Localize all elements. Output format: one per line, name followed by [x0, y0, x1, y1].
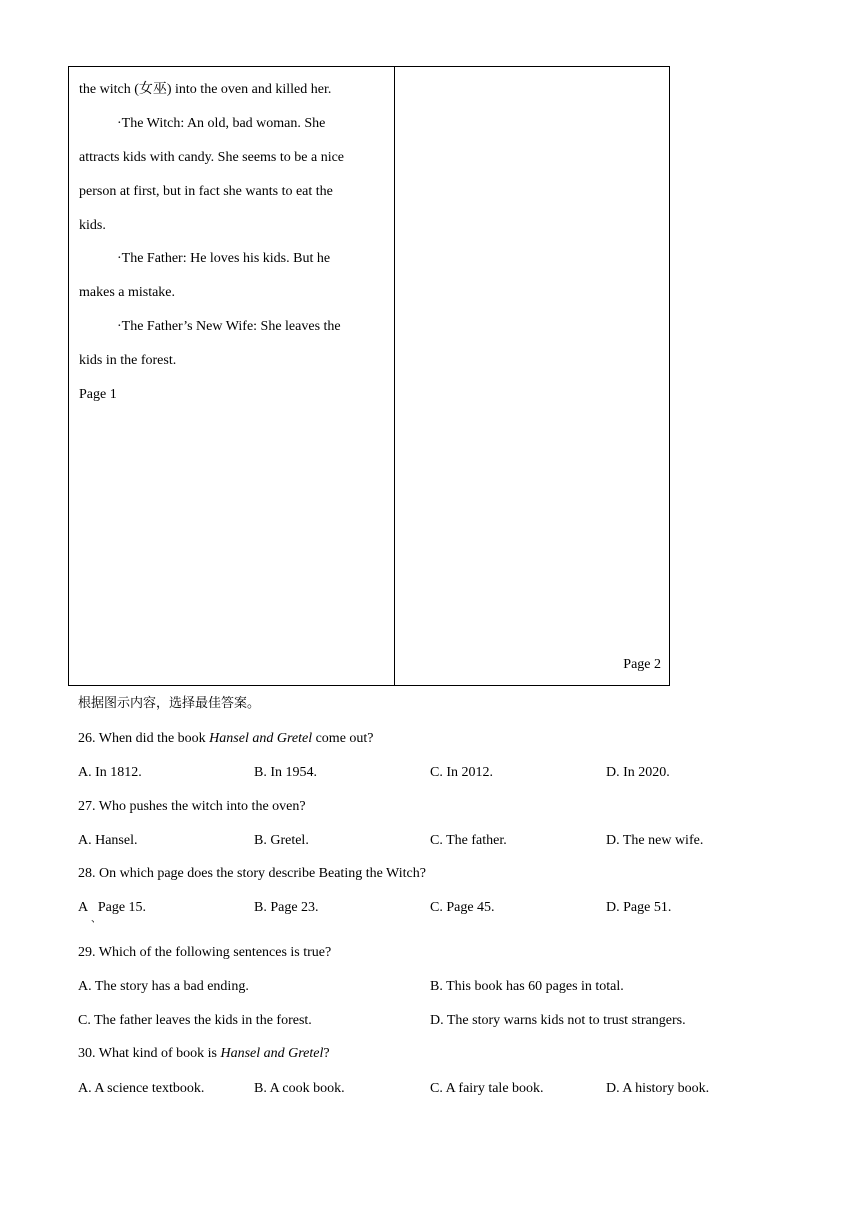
option-d: D. Page 51.	[606, 900, 672, 915]
reading-table	[68, 66, 670, 686]
question-stem	[78, 944, 331, 962]
option-a: A. In 1812.	[78, 765, 142, 780]
left-line: ·The Father’s New Wife: She leaves the	[117, 319, 341, 334]
table-left-column	[69, 67, 395, 685]
option-d: D. In 2020.	[606, 765, 670, 780]
left-line: person at first, but in fact she wants to eat the	[79, 184, 333, 199]
option-d: D. The story warns kids not to trust strangers.	[430, 1013, 686, 1028]
stem-text: Which of the following sentences is true?	[95, 945, 332, 960]
option-c: C. A fairy tale book.	[430, 1081, 544, 1096]
question-number: 28.	[78, 866, 96, 881]
question-stem	[78, 1045, 330, 1063]
left-line: the witch (女巫) into the oven and killed her.	[79, 82, 332, 97]
question-number: 27.	[78, 799, 96, 814]
stem-text: come out?	[312, 731, 374, 746]
question-number: 29.	[78, 945, 96, 960]
option-a: A. A science textbook.	[78, 1081, 205, 1096]
option-a: A. The story has a bad ending.	[78, 979, 249, 994]
left-line: attracts kids with candy. She seems to be a nice	[79, 150, 345, 165]
stem-text: When did the book	[95, 731, 210, 746]
question-number: 26.	[78, 731, 96, 746]
stem-text: What kind of book is	[95, 1046, 221, 1061]
option-b: B. A cook book.	[254, 1081, 345, 1096]
table-right-column	[395, 67, 669, 685]
left-line: kids.	[79, 218, 106, 233]
book-title: Hansel and Gretel	[220, 1046, 324, 1061]
stray-mark: 、	[91, 914, 101, 925]
option-d: D. A history book.	[606, 1081, 710, 1096]
instruction-text: 根据图示内容，选择最佳答案。	[78, 696, 261, 711]
option-c: C. The father.	[430, 833, 507, 848]
left-line: makes a mistake.	[79, 285, 176, 300]
option-c: C. The father leaves the kids in the forest.	[78, 1013, 312, 1028]
stem-text: On which page does the story describe Beating the Witch?	[95, 866, 426, 881]
question-stem	[78, 730, 374, 748]
option-a: A. Hansel.	[78, 833, 138, 848]
stem-text: ?	[323, 1046, 330, 1061]
left-line: ·The Father: He loves his kids. But he	[117, 251, 331, 266]
option-b: B. Gretel.	[254, 833, 309, 848]
option-b: B. Page 23.	[254, 900, 319, 915]
option-b: B. This book has 60 pages in total.	[430, 979, 624, 994]
question-number: 30.	[78, 1046, 96, 1061]
stem-text: Who pushes the witch into the oven?	[95, 799, 306, 814]
left-line: kids in the forest.	[79, 353, 177, 368]
question-stem	[78, 865, 426, 883]
option-a: A Page 15.	[78, 900, 147, 915]
option-c: C. In 2012.	[430, 765, 493, 780]
option-c: C. Page 45.	[430, 900, 495, 915]
option-b: B. In 1954.	[254, 765, 317, 780]
book-title: Hansel and Gretel	[209, 731, 313, 746]
left-line: ·The Witch: An old, bad woman. She	[117, 116, 326, 131]
question-stem	[78, 798, 306, 816]
page-label-right: Page 2	[623, 657, 661, 672]
page-label-left: Page 1	[79, 387, 117, 402]
option-d: D. The new wife.	[606, 833, 704, 848]
